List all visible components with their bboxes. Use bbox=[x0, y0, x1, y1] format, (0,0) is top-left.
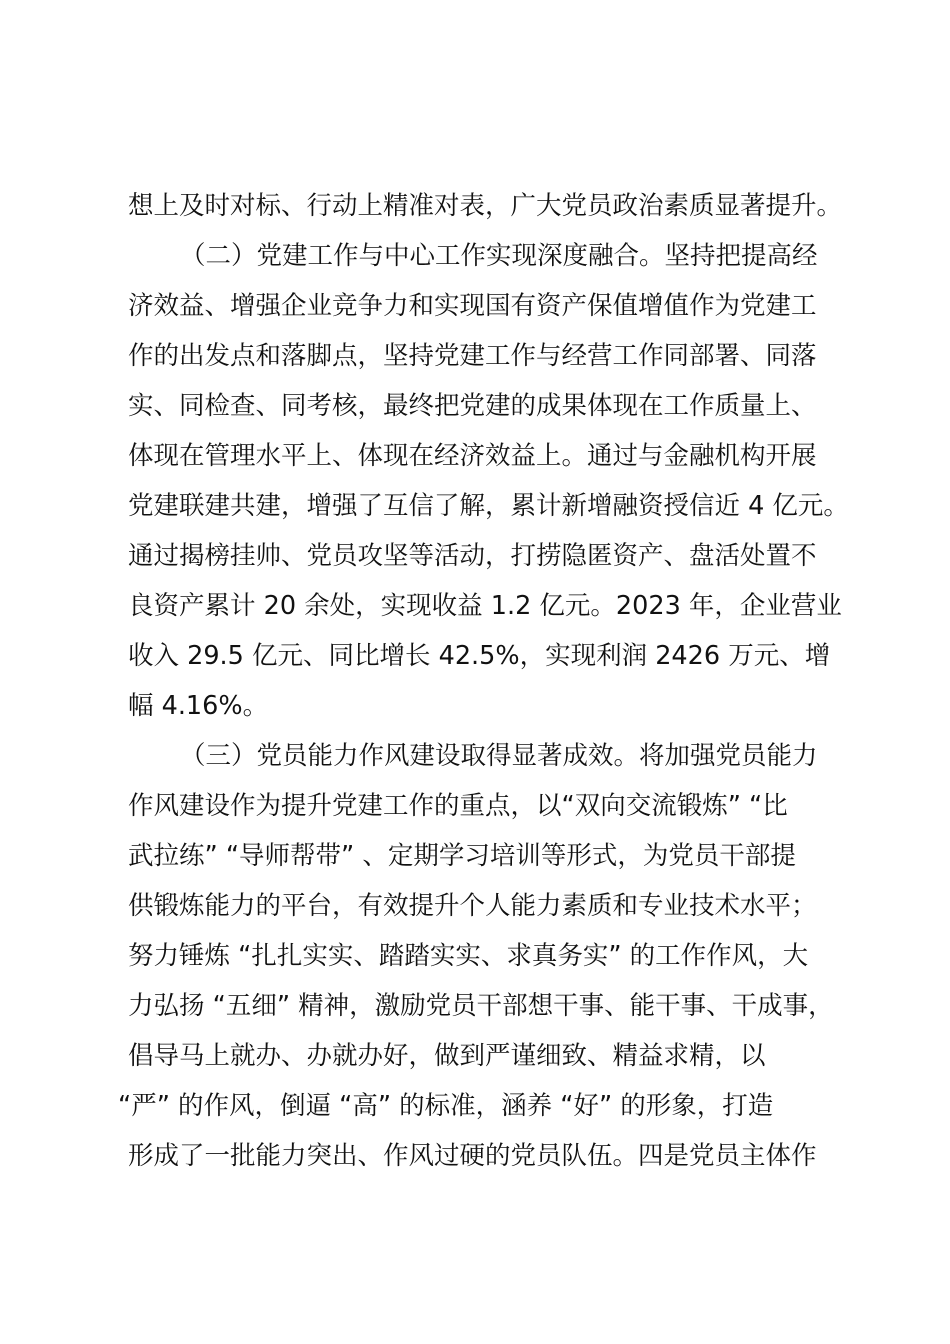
text-line: 想上及时对标、行动上精准对表，广大党员政治素质显著提升。 bbox=[128, 191, 843, 221]
text-line: 通过揭榜挂帅、党员攻坚等活动，打捞隐匿资产、盘活处置不 bbox=[128, 541, 817, 571]
text-line: 形成了一批能力突出、作风过硬的党员队伍。四是党员主体作 bbox=[128, 1141, 817, 1171]
section-heading-line: （二）党建工作与中心工作实现深度融合。坚持把提高经 bbox=[180, 241, 818, 271]
text-line: 倡导马上就办、办就办好，做到严谨细致、精益求精，以 bbox=[128, 1041, 766, 1071]
text-line: 供锻炼能力的平台，有效提升个人能力素质和专业技术水平； bbox=[128, 891, 817, 921]
text-line: 努力锤炼 “扎扎实实、踏踏实实、求真务实” 的工作作风，大 bbox=[128, 941, 809, 971]
text-line: 实、同检查、同考核，最终把党建的成果体现在工作质量上、 bbox=[128, 391, 817, 421]
text-line: 体现在管理水平上、体现在经济效益上。通过与金融机构开展 bbox=[128, 441, 817, 471]
text-line: 幅 4.16%。 bbox=[128, 691, 269, 721]
text-line: 济效益、增强企业竞争力和实现国有资产保值增值作为党建工 bbox=[128, 291, 817, 321]
section-heading-line: （三）党员能力作风建设取得显著成效。将加强党员能力 bbox=[180, 741, 818, 771]
text-line: 党建联建共建，增强了互信了解，累计新增融资授信近 4 亿元。 bbox=[128, 491, 849, 521]
text-line: 良资产累计 20 余处，实现收益 1.2 亿元。2023 年，企业营业 bbox=[128, 591, 842, 621]
text-line: 作风建设作为提升党建工作的重点，以“双向交流锻炼” “比 bbox=[128, 791, 788, 821]
text-line: “严” 的作风，倒逼 “高” 的标准，涵养 “好” 的形象，打造 bbox=[118, 1091, 774, 1121]
text-line: 力弘扬 “五细” 精神，激励党员干部想干事、能干事、干成事， bbox=[128, 991, 834, 1021]
text-line: 武拉练” “导师帮带” 、定期学习培训等形式，为党员干部提 bbox=[128, 841, 796, 871]
text-line: 收入 29.5 亿元、同比增长 42.5%，实现利润 2426 万元、增 bbox=[128, 641, 831, 671]
text-line: 作的出发点和落脚点，坚持党建工作与经营工作同部署、同落 bbox=[128, 341, 817, 371]
